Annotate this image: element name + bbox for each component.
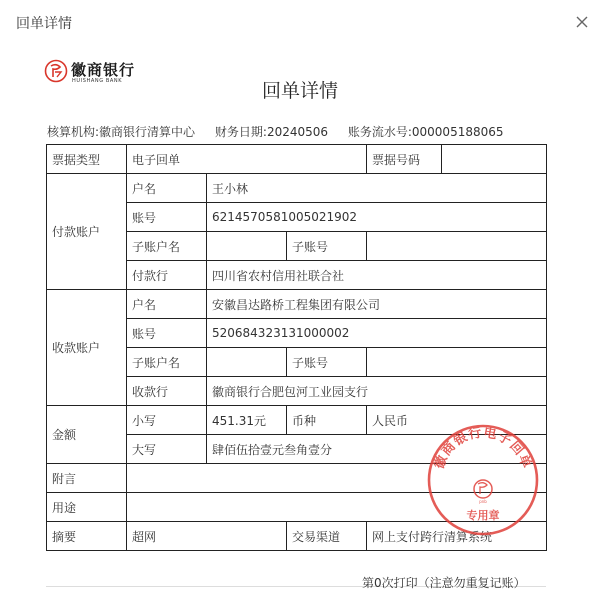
purpose-label: 用途 [47,493,127,522]
amount-upper-label: 大写 [127,435,207,464]
payer-account-value: 6214570581005021902 [207,203,547,232]
payee-sub-account-name-label: 子账户名 [127,348,207,377]
seal-center-text: 专用章 [466,509,500,522]
payer-name-value: 王小林 [207,174,547,203]
purpose-value [127,493,547,522]
payee-account-value: 520684323131000002 [207,319,547,348]
postscript-value [127,464,547,493]
table-row [47,522,547,551]
payee-section-label: 收款账户 [47,290,127,406]
payer-sub-account-value [367,232,547,261]
payer-sub-account-name-label: 子账户名 [127,232,207,261]
payer-sub-account-label: 子账号 [287,232,367,261]
receipt-table [46,144,547,551]
org-value: 徽商银行清算中心 [99,125,196,139]
document-title: 回单详情 [261,80,338,102]
ticket-type-label: 票据类型 [47,145,127,174]
serial-field [348,125,504,139]
org-field [47,125,195,139]
amount-lower-value: 451.31元 [207,406,287,435]
channel-value: 网上支付跨行清算系统 [367,522,547,551]
payee-account-label: 账号 [127,319,207,348]
payee-name-label: 户名 [127,290,207,319]
table-row [47,464,547,493]
payee-sub-account-name-value [207,348,287,377]
print-note: 第0次打印（注意勿重复记账） [362,576,526,590]
table-row [47,493,547,522]
meta-line [47,123,520,140]
amount-section-label: 金额 [47,406,127,464]
dialog-header [0,0,600,46]
payee-bank-label: 收款行 [127,377,207,406]
date-field [215,125,328,139]
ticket-no-label: 票据号码 [367,145,442,174]
currency-label: 币种 [287,406,367,435]
close-icon [570,10,594,34]
dialog-title: 回单详情 [16,16,72,32]
postscript-label: 附言 [47,464,127,493]
table-row [47,290,547,319]
ticket-no-value [442,145,547,174]
close-button[interactable] [570,10,594,34]
payer-bank-label: 付款行 [127,261,207,290]
seal-ring-text: 徽商银行电子回单 [431,425,535,472]
seal-mark: pnb [479,499,487,504]
currency-value: 人民币 [367,406,547,435]
serial-label: 账务流水号: [347,125,412,139]
table-row [47,174,547,203]
payee-bank-value: 徽商银行合肥包河工业园支行 [207,377,547,406]
channel-label: 交易渠道 [287,522,367,551]
payee-name-value: 安徽昌达路桥工程集团有限公司 [207,290,547,319]
payee-sub-account-label: 子账号 [287,348,367,377]
serial-value: 000005188065 [411,125,504,139]
payer-section-label: 付款账户 [47,174,127,290]
bank-name-en: HUISHANG BANK [72,78,123,84]
summary-value: 超网 [127,522,287,551]
table-row [47,145,547,174]
ticket-type-value: 电子回单 [127,145,367,174]
table-row [47,406,547,435]
org-label: 核算机构: [47,125,100,139]
bank-name-cn: 徽商银行 [71,61,136,79]
date-value: 20240506 [266,125,329,139]
payer-sub-account-name-value [207,232,287,261]
payee-sub-account-value [367,348,547,377]
payer-account-label: 账号 [127,203,207,232]
amount-lower-label: 小写 [127,406,207,435]
summary-label: 摘要 [47,522,127,551]
payer-bank-value: 四川省农村信用社联合社 [207,261,547,290]
date-label: 财务日期: [214,125,267,139]
amount-upper-value: 肆佰伍拾壹元叁角壹分 [207,435,547,464]
payer-name-label: 户名 [127,174,207,203]
receipt-document [0,46,600,593]
